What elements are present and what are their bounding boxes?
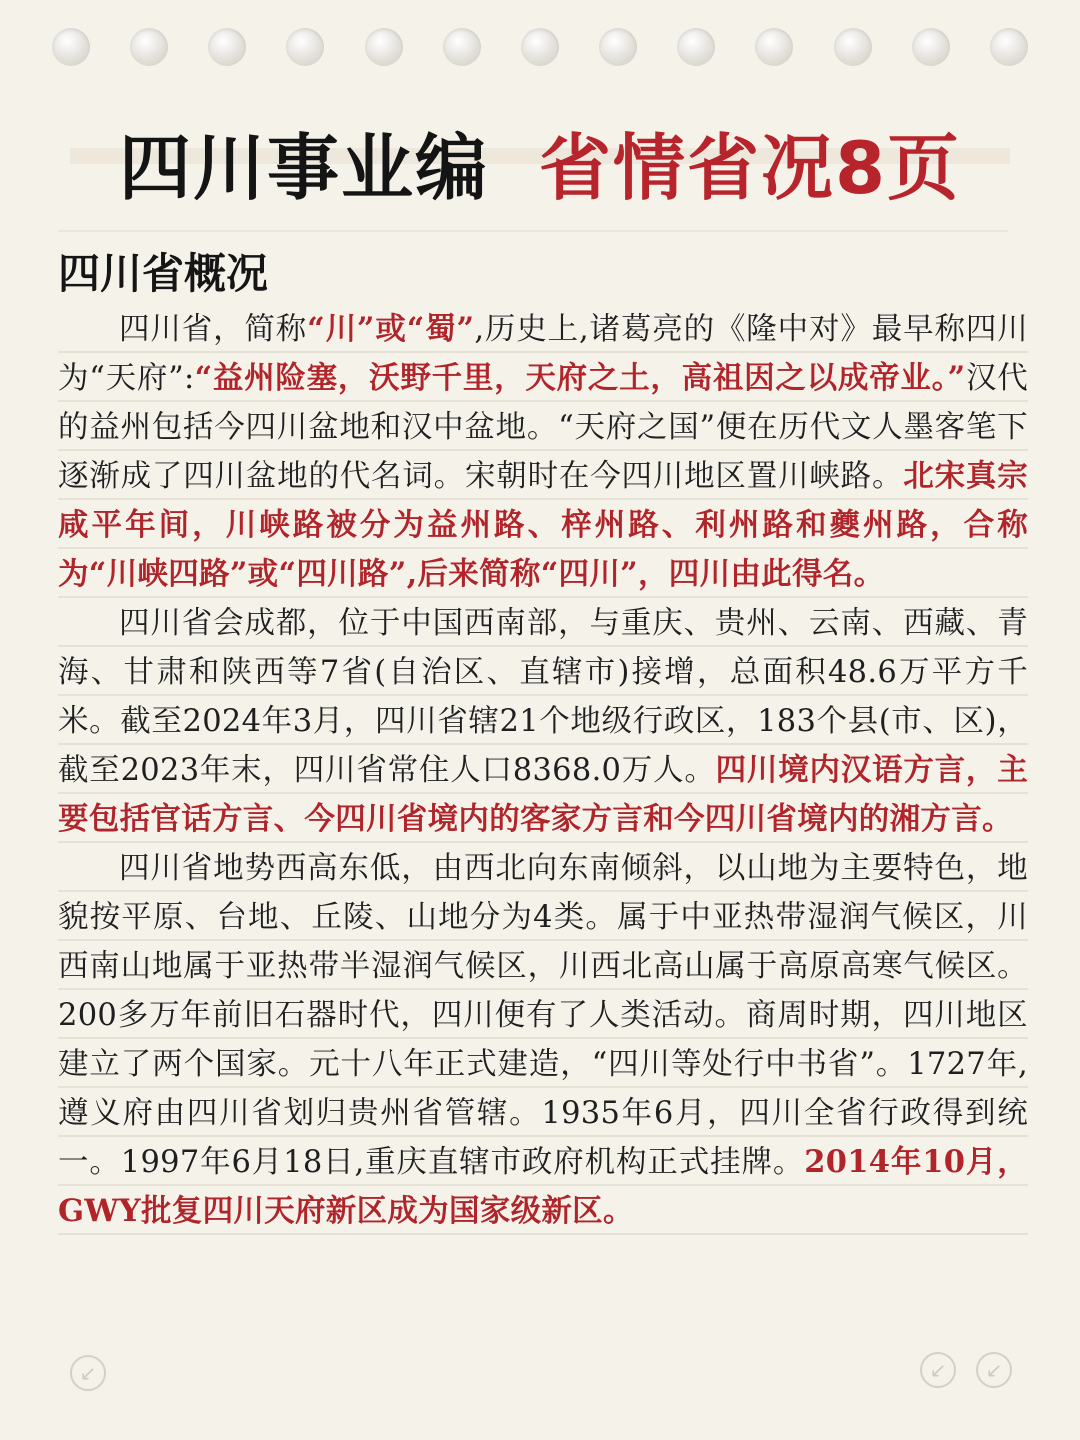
- binder-hole-icon: [677, 28, 715, 66]
- binder-hole-icon: [443, 28, 481, 66]
- section-heading: 四川省概况: [58, 249, 269, 298]
- binder-hole-icon: [208, 28, 246, 66]
- page-title: [119, 118, 961, 218]
- title-part-1: 四川事业编: [118, 126, 489, 210]
- body-text: ,历史上,诸葛亮的《隆中对》最早称四川为“天府”:: [58, 312, 1028, 396]
- binder-holes: [52, 28, 1028, 66]
- article-body: [58, 305, 1028, 1236]
- highlighted-text: 2014年10月，GWY批复四川天府新区成为国家级新区。: [58, 1144, 1028, 1229]
- title-divider: [58, 230, 1008, 232]
- highlighted-text: “益州险塞，沃野千里，天府之土，高祖因之以成帝业。”: [194, 360, 966, 396]
- binder-hole-icon: [286, 28, 324, 66]
- binder-hole-icon: [52, 28, 90, 66]
- body-text: 汉代的益州包括今四川盆地和汉中盆地。“天府之国”便在历代文人墨客笔下逐渐成了四川盆地的代名词。宋朝时在今四川地区置川峡路。: [58, 361, 1029, 494]
- binder-hole-icon: [521, 28, 559, 66]
- paragraph: [58, 599, 1028, 844]
- binder-hole-icon: [599, 28, 637, 66]
- binder-hole-icon: [755, 28, 793, 66]
- binder-hole-icon: [365, 28, 403, 66]
- binder-hole-icon: [834, 28, 872, 66]
- paragraph: [58, 305, 1028, 599]
- highlighted-text: “川”或“蜀”: [307, 311, 475, 347]
- highlighted-text: 北宋真宗咸平年间，川峡路被分为益州路、梓州路、利州路和夔州路，合称为“川峡四路”或“四川路”,后来简称“四川”，四川由此得名。: [58, 458, 1028, 592]
- arrow-icon: ↙: [976, 1352, 1012, 1388]
- body-text: 四川省，简称: [119, 312, 308, 347]
- paragraph: [58, 844, 1028, 1236]
- arrow-icon: ↙: [920, 1352, 956, 1388]
- title-block: [0, 118, 1080, 218]
- highlighted-text: 四川境内汉语方言，主要包括官话方言、今四川省境内的客家方言和今四川省境内的湘方言。: [58, 752, 1029, 837]
- body-text: 四川省会成都，位于中国西南部，与重庆、贵州、云南、西藏、青海、甘肃和陕西等7省(自治区、直辖市)接增，总面积48.6万平方千米。截至2024年3月，四川省辖21个地级行政区，183个县(市、区)，截至2023年末，四川省常住人口8368.0万人。: [58, 606, 1028, 788]
- binder-hole-icon: [130, 28, 168, 66]
- title-part-2: 省情省况8页: [538, 126, 962, 210]
- arrow-icon: ↙: [70, 1355, 106, 1391]
- binder-hole-icon: [912, 28, 950, 66]
- body-text: 四川省地势西高东低，由西北向东南倾斜，以山地为主要特色，地貌按平原、台地、丘陵、山地分为4类。属于中亚热带湿润气候区，川西南山地属于亚热带半湿润气候区，川西北高山属于高原高寒气候区。200多万年前旧石器时代，四川便有了人类活动。商周时期，四川地区建立了两个国家。元十八年正式建造，“四川等处行中书省”。1727年,遵义府由四川省划归贵州省管辖。1935年6月，四川全省行政得到统一。1997年6月18日,重庆直辖市政府机构正式挂牌。: [58, 851, 1028, 1180]
- binder-hole-icon: [990, 28, 1028, 66]
